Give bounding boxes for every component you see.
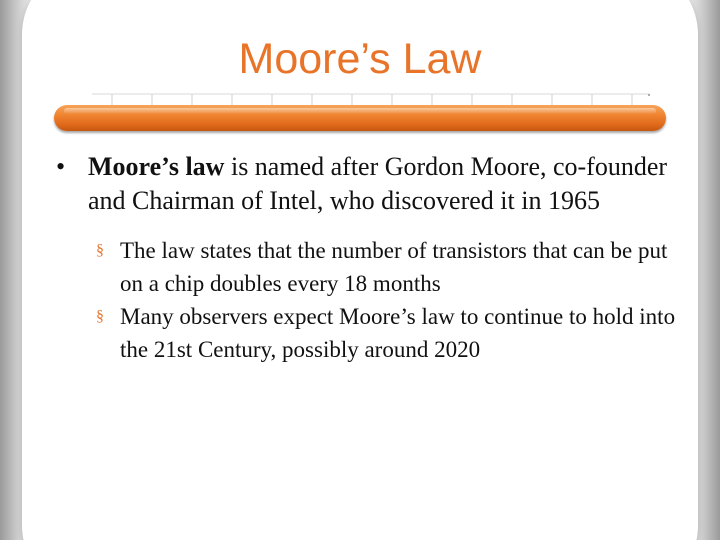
bullet-bold-term: Moore’s law: [88, 152, 225, 181]
bullet-dot-icon: •: [56, 152, 66, 181]
sub-bullet-item: [56, 300, 676, 366]
slide-body: [56, 150, 676, 366]
bullet-item: [56, 150, 676, 218]
title-underline-bar: [54, 105, 666, 131]
square-bullet-icon: §: [96, 308, 104, 325]
ruler-decoration: [92, 93, 652, 105]
slide-title: Moore’s Law: [238, 35, 482, 83]
sub-bullet-item: [56, 234, 676, 300]
sub-bullet-text: The law states that the number of transistors that can be put on a chip doubles every 18 months: [120, 238, 668, 296]
sub-bullet-list: [56, 234, 676, 366]
sub-bullet-text: Many observers expect Moore’s law to continue to hold into the 21st Century, possibly around 2020: [120, 304, 676, 362]
square-bullet-icon: §: [96, 242, 104, 259]
bullet-text: is named after Gordon Moore, co-founder and Chairman of Intel, who discovered it in 1965: [88, 152, 668, 215]
